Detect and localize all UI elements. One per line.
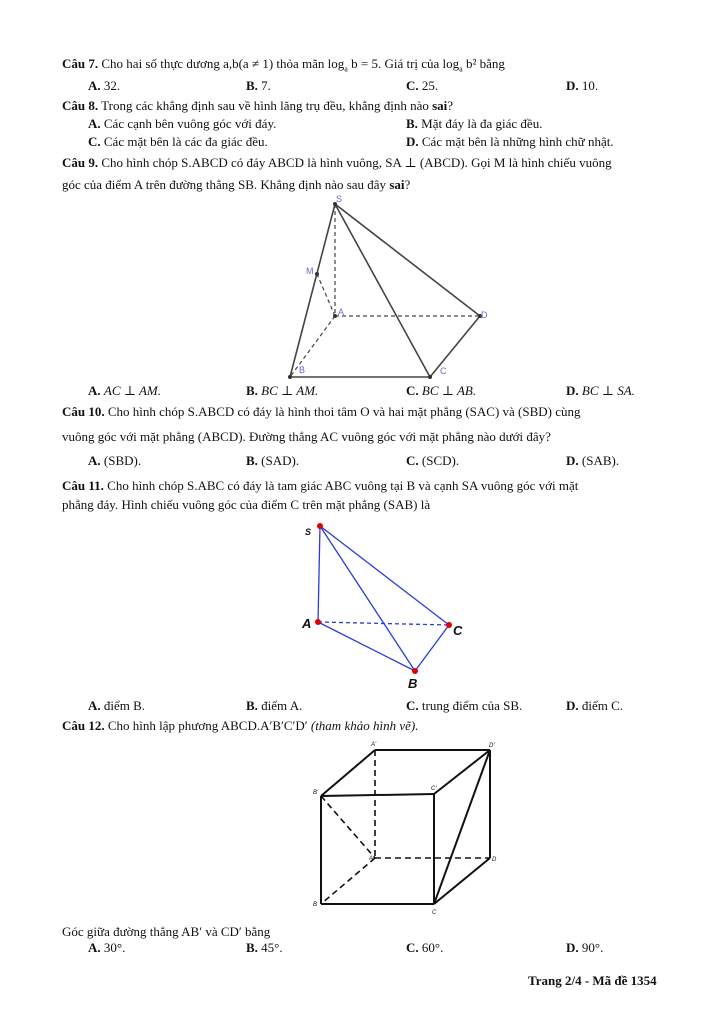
q9-text2: góc của điểm A trên đường thẳng SB. Khẳng định nào sau đây <box>62 177 387 192</box>
q9-stem-line2 <box>62 177 410 193</box>
q8-option-b[interactable] <box>406 116 542 132</box>
q12-italic: (tham khảo hình vẽ). <box>310 718 419 733</box>
option-text: (SAB). <box>581 453 620 468</box>
q8-option-a[interactable] <box>88 116 276 132</box>
label-C: C <box>432 910 437 916</box>
edge-CD <box>430 316 480 377</box>
option-letter: C. <box>406 940 419 955</box>
q12-cube-figure <box>308 738 508 918</box>
option-letter: B. <box>246 453 258 468</box>
edge-SC <box>320 526 449 625</box>
q9-option-d[interactable] <box>566 383 635 399</box>
option-text: 10. <box>581 78 599 93</box>
option-text: (SAD). <box>261 453 300 468</box>
q11-stem-line2 <box>62 497 430 513</box>
q10-label: Câu 10. <box>62 404 105 419</box>
option-letter: C. <box>88 134 101 149</box>
option-text: điểm C. <box>581 698 624 713</box>
edge-SA <box>318 526 320 622</box>
q7-option-a[interactable] <box>88 78 120 94</box>
option-letter: D. <box>406 134 419 149</box>
option-text: 60°. <box>421 940 444 955</box>
edge-B1A <box>321 796 375 858</box>
label-S: S <box>336 194 343 204</box>
option-letter: B. <box>246 940 258 955</box>
label-C: C <box>453 623 463 638</box>
q12-option-b[interactable] <box>246 940 283 956</box>
option-text: trung điểm của SB. <box>421 698 523 713</box>
q8-text: Trong các khẳng định sau về hình lăng trụ đều, khẳng định nào <box>101 98 429 113</box>
q10-text: Cho hình chóp S.ABCD có đáy là hình thoi tâm O và hai mặt phẳng (SAC) và (SBD) cùng <box>107 404 581 419</box>
option-text: Các mặt bên là những hình chữ nhật. <box>421 134 614 149</box>
option-text: 45°. <box>261 940 283 955</box>
q8-end: ? <box>447 98 454 113</box>
q11-text: Cho hình chóp S.ABC có đáy là tam giác ABC vuông tại B và cạnh SA vuông góc với mặt <box>107 478 579 493</box>
q11-option-c[interactable] <box>406 698 522 714</box>
q11-option-a[interactable] <box>88 698 145 714</box>
q10-stem-line2 <box>62 429 551 445</box>
label-D1: D' <box>489 743 495 749</box>
q8-option-c[interactable] <box>88 134 268 150</box>
edge-AB <box>318 622 415 671</box>
option-text: BC ⊥ SA. <box>581 383 635 398</box>
option-text: (SCD). <box>421 453 460 468</box>
label-B1: B' <box>313 790 319 796</box>
option-letter: B. <box>406 116 418 131</box>
q11-text2: phẳng đáy. Hình chiếu vuông góc của điểm C trên mặt phẳng (SAB) là <box>62 497 431 512</box>
q10-stem-line1 <box>62 404 581 420</box>
edge-SD <box>335 204 480 316</box>
q7-text2: b = 5. Giá trị của log <box>351 56 460 71</box>
option-letter: D. <box>566 78 579 93</box>
q12-label: Câu 12. <box>62 718 105 733</box>
q9-text: Cho hình chóp S.ABCD có đáy ABCD là hình vuông, SA ⊥ (ABCD). Gọi M là hình chiếu vuông <box>101 155 612 170</box>
q12-text: Cho hình lập phương ABCD.A′B′C′D′ <box>107 718 308 733</box>
q9-label: Câu 9. <box>62 155 99 170</box>
option-text: Mặt đáy là đa giác đều. <box>421 116 543 131</box>
label-B: B <box>299 365 306 375</box>
q11-label: Câu 11. <box>62 478 104 493</box>
label-C: C <box>440 366 447 376</box>
q12-question-text: Góc giữa đường thẳng AB′ và CD′ bằng <box>62 924 271 939</box>
edge-AB <box>290 316 335 377</box>
edge-AB <box>321 858 375 904</box>
option-letter: D. <box>566 453 579 468</box>
q12-option-d[interactable] <box>566 940 603 956</box>
q8-label: Câu 8. <box>62 98 99 113</box>
q9-stem-line1 <box>62 155 612 171</box>
option-text: AC ⊥ AM. <box>103 383 162 398</box>
q7-option-c[interactable] <box>406 78 438 94</box>
q12-option-c[interactable] <box>406 940 443 956</box>
option-letter: A. <box>88 116 101 131</box>
option-letter: A. <box>88 78 101 93</box>
q8-stem <box>62 98 453 114</box>
q12-option-a[interactable] <box>88 940 125 956</box>
q7-option-b[interactable] <box>246 78 271 94</box>
option-letter: A. <box>88 383 101 398</box>
option-letter: D. <box>566 383 579 398</box>
label-D: D <box>481 310 488 320</box>
q9-option-b[interactable] <box>246 383 318 399</box>
q10-option-a[interactable] <box>88 453 141 469</box>
q12-stem <box>62 718 418 734</box>
q12-question <box>62 924 270 940</box>
option-text: 90°. <box>581 940 604 955</box>
label-A: A <box>369 856 374 862</box>
label-M: M <box>306 266 314 276</box>
edge-AM <box>317 274 335 316</box>
edge-B1A1 <box>321 750 375 796</box>
option-letter: D. <box>566 698 579 713</box>
option-text: 32. <box>103 78 121 93</box>
q11-stem-line1 <box>62 478 578 494</box>
q9-end: ? <box>404 177 411 192</box>
q7-text: Cho hai số thực dương a,b(a ≠ 1) thỏa mãn log <box>101 56 345 71</box>
q7-stem <box>62 56 505 78</box>
option-letter: B. <box>246 383 258 398</box>
option-text: 7. <box>261 78 271 93</box>
q11-pyramid-figure <box>295 518 475 693</box>
label-A: A <box>338 307 345 317</box>
label-D: D <box>492 857 497 863</box>
edge-SB <box>290 204 335 377</box>
option-text: BC ⊥ AM. <box>261 383 319 398</box>
page-footer: Trang 2/4 - Mã đề 1354 <box>528 973 657 988</box>
q10-text2: vuông góc với mặt phẳng (ABCD). Đường thẳng AC vuông góc với mặt phẳng nào dưới đây? <box>62 429 551 444</box>
q10-option-d[interactable] <box>566 453 619 469</box>
q7-text3: b² bằng <box>465 56 505 71</box>
option-letter: C. <box>406 78 419 93</box>
edge-SB <box>320 526 415 671</box>
q9-bold: sai <box>389 177 405 192</box>
q11-option-d[interactable] <box>566 698 623 714</box>
q7-label: Câu 7. <box>62 56 99 71</box>
q7-sub2: a <box>459 64 463 74</box>
label-A1: A' <box>371 742 377 748</box>
label-B: B <box>408 676 418 691</box>
label-B: B <box>313 902 318 908</box>
option-text: BC ⊥ AB. <box>421 383 477 398</box>
q9-option-c[interactable] <box>406 383 476 399</box>
option-letter: C. <box>406 383 419 398</box>
option-text: điểm A. <box>261 698 303 713</box>
edge-BC <box>415 625 449 671</box>
option-letter: B. <box>246 698 258 713</box>
q11-option-b[interactable] <box>246 698 302 714</box>
option-text: Các cạnh bên vuông góc với đáy. <box>103 116 277 131</box>
edge-SC <box>335 204 430 377</box>
q8-bold: sai <box>432 98 448 113</box>
option-letter: C. <box>406 698 419 713</box>
q9-pyramid-figure <box>270 192 500 382</box>
label-S: S <box>305 527 312 537</box>
q10-option-c[interactable] <box>406 453 459 469</box>
label-C1: C' <box>431 786 437 792</box>
q7-option-d[interactable] <box>566 78 598 94</box>
option-letter: B. <box>246 78 258 93</box>
option-letter: C. <box>406 453 419 468</box>
option-letter: A. <box>88 698 101 713</box>
label-A: A <box>302 616 312 631</box>
option-text: 30°. <box>103 940 126 955</box>
q7-sub: a <box>344 64 348 74</box>
q10-option-b[interactable] <box>246 453 299 469</box>
q8-option-d[interactable] <box>406 134 614 150</box>
option-text: Các mặt bên là các đa giác đều. <box>103 134 268 149</box>
option-text: 25. <box>421 78 439 93</box>
option-text: điểm B. <box>103 698 146 713</box>
option-letter: D. <box>566 940 579 955</box>
option-text: (SBD). <box>103 453 142 468</box>
option-letter: A. <box>88 453 101 468</box>
edge-B1C1 <box>321 794 434 796</box>
q9-option-a[interactable] <box>88 383 161 399</box>
option-letter: A. <box>88 940 101 955</box>
